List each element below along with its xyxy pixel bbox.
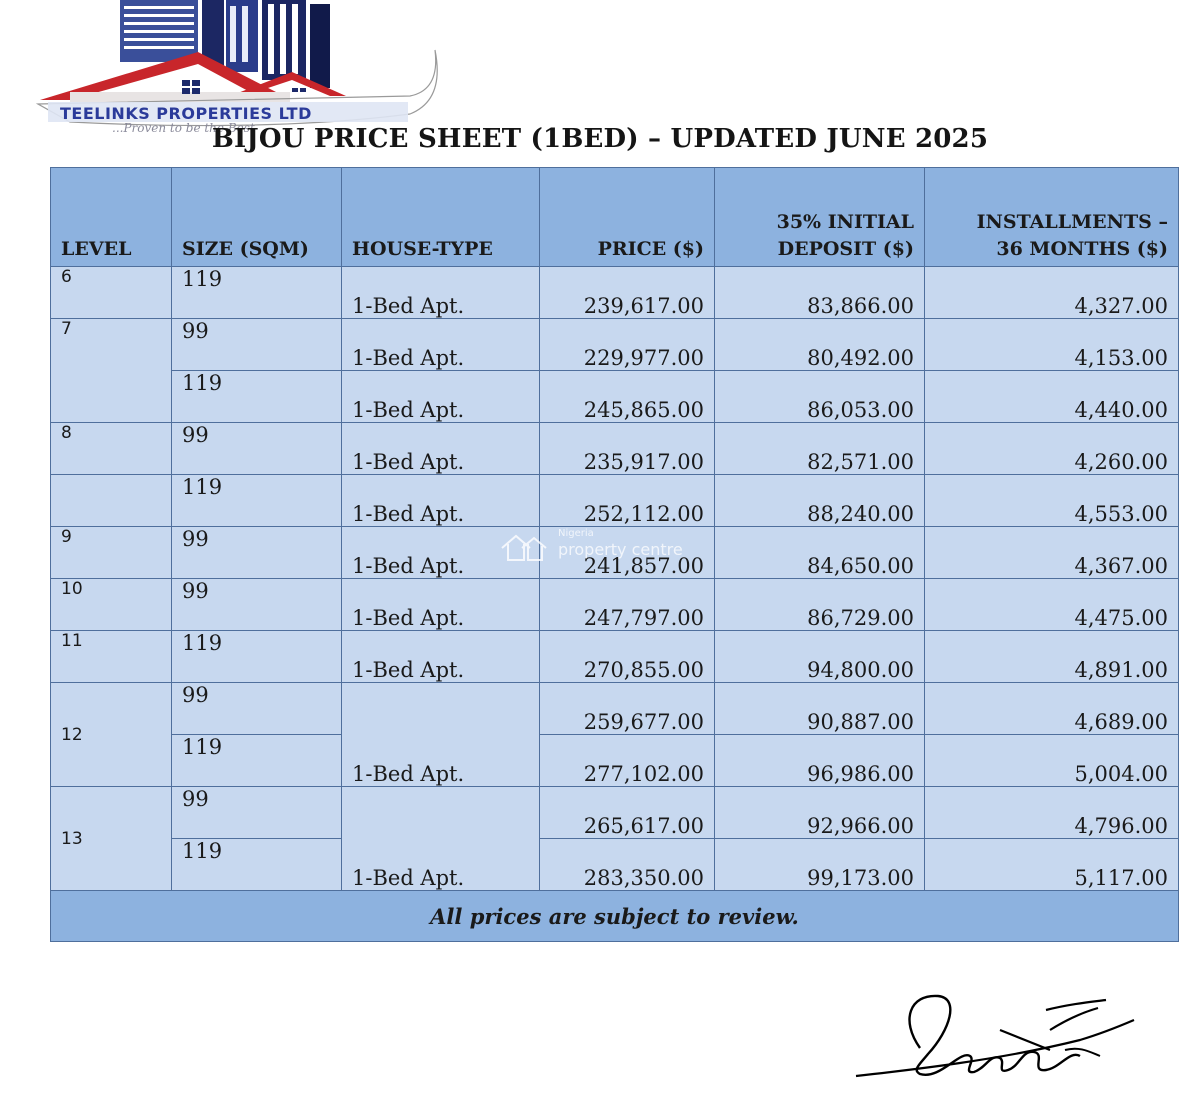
cell-house-type: 1-Bed Apt. [342, 527, 540, 579]
cell-deposit: 88,240.00 [715, 475, 925, 527]
cell-level: 6 [51, 267, 172, 319]
cell-size: 99 [172, 527, 342, 579]
cell-price: 247,797.00 [540, 579, 715, 631]
cell-price: 235,917.00 [540, 423, 715, 475]
table-row [51, 579, 1179, 631]
cell-installment: 4,553.00 [925, 475, 1179, 527]
cell-house-type: 1-Bed Apt. [342, 371, 540, 423]
cell-installment: 4,367.00 [925, 527, 1179, 579]
table-row [51, 735, 1179, 787]
cell-level: 13 [51, 787, 172, 891]
cell-level: 12 [51, 683, 172, 787]
cell-deposit: 96,986.00 [715, 735, 925, 787]
cell-house-type: 1-Bed Apt. [342, 631, 540, 683]
watermark-small-text: Nigeria [558, 528, 594, 539]
table-row [51, 839, 1179, 891]
cell-deposit: 92,966.00 [715, 787, 925, 839]
cell-size: 119 [172, 631, 342, 683]
cell-price: 241,857.00 [540, 527, 715, 579]
signature [850, 990, 1140, 1085]
footer-note: All prices are subject to review. [51, 891, 1179, 942]
table-row [51, 683, 1179, 735]
cell-level: 10 [51, 579, 172, 631]
cell-deposit: 86,729.00 [715, 579, 925, 631]
cell-size: 119 [172, 267, 342, 319]
cell-size: 119 [172, 371, 342, 423]
cell-price: 270,855.00 [540, 631, 715, 683]
cell-house-type: 1-Bed Apt. [342, 319, 540, 371]
cell-deposit: 80,492.00 [715, 319, 925, 371]
cell-installment: 4,796.00 [925, 787, 1179, 839]
table-row [51, 423, 1179, 475]
cell-price: 229,977.00 [540, 319, 715, 371]
cell-price: 265,617.00 [540, 787, 715, 839]
teelinks-logo-graphic [30, 0, 442, 140]
table-row [51, 787, 1179, 839]
cell-house-type: 1-Bed Apt. [342, 787, 540, 891]
header-price: PRICE ($) [540, 168, 715, 267]
cell-installment: 4,689.00 [925, 683, 1179, 735]
table-row [51, 475, 1179, 527]
cell-installment: 4,891.00 [925, 631, 1179, 683]
cell-house-type: 1-Bed Apt. [342, 475, 540, 527]
cell-house-type: 1-Bed Apt. [342, 423, 540, 475]
signature-graphic [850, 990, 1140, 1085]
cell-price: 283,350.00 [540, 839, 715, 891]
cell-size: 99 [172, 579, 342, 631]
cell-level: 11 [51, 631, 172, 683]
cell-installment: 4,440.00 [925, 371, 1179, 423]
table-row [51, 631, 1179, 683]
table-header-row [51, 168, 1179, 267]
cell-deposit: 86,053.00 [715, 371, 925, 423]
cell-size: 119 [172, 735, 342, 787]
cell-deposit: 82,571.00 [715, 423, 925, 475]
header-level: LEVEL [51, 168, 172, 267]
cell-house-type: 1-Bed Apt. [342, 579, 540, 631]
company-logo [30, 0, 442, 140]
cell-installment: 4,260.00 [925, 423, 1179, 475]
cell-price: 245,865.00 [540, 371, 715, 423]
cell-level: 9 [51, 527, 172, 579]
cell-deposit: 94,800.00 [715, 631, 925, 683]
cell-price: 239,617.00 [540, 267, 715, 319]
header-house-type: HOUSE-TYPE [342, 168, 540, 267]
watermark-text: property centre [558, 540, 683, 559]
company-name-text: TEELINKS PROPERTIES LTD [60, 104, 312, 123]
cell-price: 259,677.00 [540, 683, 715, 735]
cell-level: 8 [51, 423, 172, 475]
cell-house-type: 1-Bed Apt. [342, 267, 540, 319]
table-row [51, 319, 1179, 371]
cell-deposit: 84,650.00 [715, 527, 925, 579]
cell-deposit: 83,866.00 [715, 267, 925, 319]
cell-deposit: 99,173.00 [715, 839, 925, 891]
watermark [500, 528, 710, 564]
cell-level [51, 475, 172, 527]
header-deposit-line2: DEPOSIT ($) [777, 238, 914, 260]
header-deposit-line1: 35% INITIAL [776, 211, 914, 233]
header-installments-line1: INSTALLMENTS – [976, 211, 1168, 233]
cell-size: 99 [172, 787, 342, 839]
cell-size: 99 [172, 423, 342, 475]
house-icon [500, 532, 548, 562]
cell-installment: 5,117.00 [925, 839, 1179, 891]
header-installments-line2: 36 MONTHS ($) [996, 238, 1168, 260]
cell-installment: 5,004.00 [925, 735, 1179, 787]
cell-price: 252,112.00 [540, 475, 715, 527]
cell-installment: 4,153.00 [925, 319, 1179, 371]
page-title: BIJOU PRICE SHEET (1BED) – UPDATED JUNE 2025 [211, 124, 989, 154]
cell-size: 119 [172, 475, 342, 527]
table-row [51, 267, 1179, 319]
cell-deposit: 90,887.00 [715, 683, 925, 735]
table-footer-row [51, 891, 1179, 942]
header-size: SIZE (SQM) [172, 168, 342, 267]
company-tagline-text: ...Proven to be the Best [112, 121, 255, 135]
cell-size: 119 [172, 839, 342, 891]
cell-size: 99 [172, 319, 342, 371]
cell-installment: 4,327.00 [925, 267, 1179, 319]
cell-installment: 4,475.00 [925, 579, 1179, 631]
cell-size: 99 [172, 683, 342, 735]
cell-price: 277,102.00 [540, 735, 715, 787]
header-installments [925, 168, 1179, 267]
header-deposit [715, 168, 925, 267]
table-row [51, 371, 1179, 423]
cell-house-type: 1-Bed Apt. [342, 683, 540, 787]
cell-level: 7 [51, 319, 172, 423]
